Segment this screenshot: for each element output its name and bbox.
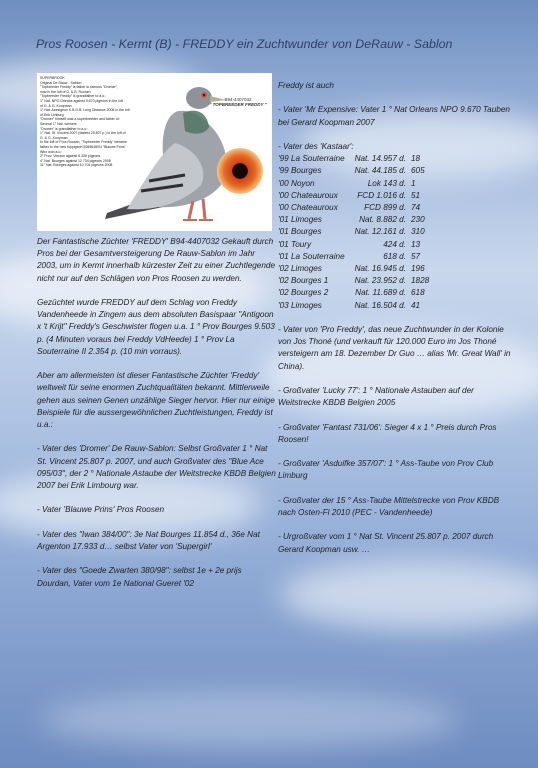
- card-line: 4° Nat. Bourges against 12.734 pigeons 2008: [40, 158, 111, 163]
- left-paragraph: - Vater des 'Dromer' De Rauw-Sablon: Selbst Großvater 1 ° Nat St. Vincent 25.807 p. 2007, und auch Großvater des "Blue Ace 095/03", der 2 ° Nationale Astaube der Weitstrecke KBDB Belgien 2007 bei Erik Limbourg war.: [37, 444, 276, 491]
- result-row: [278, 239, 518, 251]
- card-line: now in the loft of D. & B. Roosen: [40, 89, 91, 94]
- kastaar-title: - Vater des 'Kastaar':: [278, 141, 354, 151]
- mr-expensive-text: - Vater 'Mr Expensive: Vater 1 ° Nat Orleans NPO 9.670 Tauben bei Gerard Koopman 2007: [278, 105, 510, 127]
- card-line: "Topbreeder Freddy" is father to famous "Dromer",: [40, 85, 118, 90]
- right-column: [278, 80, 518, 568]
- result-place: 196: [411, 264, 425, 274]
- result-place: 74: [411, 203, 421, 212]
- right-paragraph: - Vater von 'Pro Freddy', das neue Zuchtwunder in der Kolonie von Jos Thoné (und verkauft für 120.000 Euro im Jos Thoné versteigern am 18. Dezember Dr Guo … alias 'Mr. Great Wall' in China).: [278, 325, 511, 371]
- left-paragraph: Der Fantastische Züchter 'FREDDY' B94-4407032 Gekauft durch Pros bei der Gesamtversteigerung De Rauw-Sablon im Jahr 2003, um in Kermt innerhalb kürzester Zeit zu einer Zuchtlegende nicht nur auf den Schlägen von Pros Roosen zu werden.: [37, 237, 276, 283]
- result-race: '00 Chateauroux: [278, 190, 338, 200]
- result-row: [278, 226, 518, 238]
- ring-number: B94-4407032: [224, 97, 252, 102]
- card-line: 2° Prov. Vierzon against 6.326 pigeons: [40, 154, 101, 159]
- right-paragraphs: [278, 324, 518, 556]
- card-line: father to the new toppigeon 5069648/04 "Blauwe Prins": [40, 144, 126, 149]
- card-line: "Topbreeder Freddy" is grandfather to a.o.:: [40, 94, 107, 99]
- result-entries: FCD 899 d.: [364, 203, 406, 212]
- cloud: [280, 560, 538, 630]
- left-paragraph: - Vater 'Blauwe Prins' Pros Roosen: [37, 505, 165, 515]
- right-paragraph: - Großvater der 15 ° Ass-Taube Mittelstrecke von Prov KBDB nach Osten-Fl 2010 (PEC - Vandenheede): [278, 495, 500, 517]
- result-race: '01 Limoges: [278, 215, 322, 225]
- left-paragraph: - Vater des "Iwan 384/00": 3e Nat Bourges 11.854 d., 36e Nat Argenton 17.933 d… selbst Vater von 'Supergirl': [37, 529, 260, 551]
- result-race: '01 Toury: [278, 239, 312, 249]
- result-race: '99 Bourges: [278, 166, 322, 176]
- result-row: [278, 275, 518, 287]
- card-line: of G. & G. Koopman: [40, 103, 72, 108]
- result-entries: Nat. 12.161 d.: [354, 227, 406, 237]
- result-place: 51: [411, 190, 421, 200]
- result-entries: Nat. 44.185 d.: [354, 166, 406, 176]
- result-place: 1: [411, 178, 416, 188]
- result-entries: Nat. 23.952 d.: [354, 276, 406, 286]
- left-column: [37, 236, 277, 602]
- right-paragraph: - Großvater 'Asduifke 357/07': 1 ° Ass-Taube von Prov Club Limburg: [278, 459, 494, 481]
- result-entries: 424 d.: [383, 239, 406, 249]
- result-race: '03 Limoges: [278, 300, 322, 310]
- right-paragraph: - Großvater 'Lucky 77': 1 ° Nationale Astauben auf der Weitstrecke KBDB Belgien 2005: [278, 386, 474, 408]
- result-place: 618: [411, 288, 425, 298]
- left-paragraph: Gezüchtet wurde FREDDY auf dem Schlag von Freddy Vandenheede in Zingem aus dem absoluten Basispaar "Antigoon x 't Krijt" Freddy's Geschwister flogen u.a. 1 ° Prov Bourges 9.503 p. (4 Minuten voraus bei Freddy VdHeede) 1 ° Prov La Souterraine II 2.354 p. (10 min vorraus).: [37, 298, 275, 356]
- card-line: 11° Nat. Bourges against 10.704 pigeons 2008: [40, 163, 113, 168]
- kastaar-results: [278, 153, 518, 312]
- result-row: [278, 251, 518, 263]
- right-paragraph: - Großvater 'Fantast 731/06': Sieger 4 x 1 ° Preis durch Pros Roosen!: [278, 422, 497, 444]
- result-race: '02 Bourges 2: [278, 288, 329, 298]
- result-entries: Nat. 14.957 d.: [354, 154, 406, 164]
- card-line: In the loft of Pros Roosen, "Topbreeder Freddy" became: [40, 140, 127, 145]
- result-row: [278, 202, 518, 214]
- result-entries: Nat. 8.882 d.: [359, 215, 406, 225]
- pedigree-card: [37, 73, 272, 231]
- result-place: 310: [411, 227, 425, 237]
- result-entries: Nat. 16.945 d.: [354, 264, 406, 274]
- result-race: '02 Limoges: [278, 264, 322, 274]
- card-line: 1° Nat. Acesigeon K.B.D.B. Long Distance 2006 in the loft: [40, 108, 130, 113]
- result-race: '01 Bourges: [278, 227, 322, 237]
- card-line: Original De Rauw - Sablon: [40, 80, 82, 85]
- card-line: "Dromer" is grandfather to a.o.:: [40, 126, 89, 131]
- result-race: '01 La Souterraine: [278, 251, 345, 261]
- result-race: '00 Noyon: [278, 178, 315, 188]
- card-line: 1° Nat. St. Vincent 2007 (fastest 25.807 p.) in the loft of: [40, 131, 126, 136]
- result-race: '99 La Souterraine: [278, 154, 345, 164]
- eye-photo: [217, 148, 263, 194]
- result-entries: Lok 143 d.: [367, 178, 406, 188]
- card-line: SUPERBROOK: [40, 76, 65, 80]
- cloud: [40, 690, 460, 750]
- result-row: [278, 300, 518, 312]
- right-paragraph: - Urgroßvater vom 1 ° Nat St. Vincent 25.807 p. 2007 durch Gerard Koopman usw. …: [278, 532, 494, 554]
- page-title: Pros Roosen - Kermt (B) - FREDDY ein Zuchtwunder von DeRauw - Sablon: [36, 37, 453, 51]
- result-row: [278, 178, 518, 190]
- card-line: 1° Nat. NPO Orleans against 9.670 pigeons in the loft: [40, 98, 123, 103]
- intro-text: Freddy ist auch: [278, 81, 334, 90]
- result-entries: Nat. 11.689 d.: [355, 288, 406, 298]
- card-line: Who won a.o.:: [40, 149, 63, 154]
- result-place: 13: [411, 239, 421, 249]
- result-place: 41: [411, 300, 421, 310]
- result-race: '02 Bourges 1: [278, 276, 329, 286]
- left-paragraph: Aber am allermeisten ist dieser Fantastische Züchter 'Freddy' weltweit für seine enormen Zuchtqualitäten bekannt. Mittlerweile gehen aus seinen Genen unzählige Sieger hervor. Hier nur einige Beispiele für die aussergewöhnlichen Zuchtleistungen, Freddy ist u.a.:: [37, 371, 275, 430]
- card-line: "Dromer" himself was a superbreeder and father of:: [40, 117, 120, 122]
- card-line: of Erik Limburg: [40, 112, 64, 117]
- result-place: 605: [411, 166, 425, 176]
- result-row: [278, 165, 518, 177]
- result-row: [278, 190, 518, 202]
- result-place: 18: [411, 154, 421, 164]
- pigeon-name: " TOPBREEDER FREDDY ": [209, 102, 267, 108]
- result-race: '00 Chateauroux: [278, 203, 338, 212]
- result-place: 57: [411, 251, 421, 261]
- card-line: G. & G. Koopman: [40, 135, 68, 140]
- result-row: [278, 287, 518, 299]
- left-paragraph: - Vater des "Goede Zwarten 380/98": selbst 1e + 2e prijs Dourdan, Vater vom 1e National Gueret '02: [37, 566, 242, 588]
- result-entries: 618 d.: [383, 251, 406, 261]
- result-row: [278, 153, 518, 165]
- result-entries: FCD 1.016 d.: [357, 190, 406, 200]
- result-place: 230: [411, 215, 425, 225]
- card-line: Several 1° Nat. winners: [40, 121, 77, 126]
- result-entries: Nat. 16.504 d.: [354, 300, 406, 310]
- result-row: [278, 263, 518, 275]
- result-row: [278, 214, 518, 226]
- result-place: 1828: [411, 276, 430, 286]
